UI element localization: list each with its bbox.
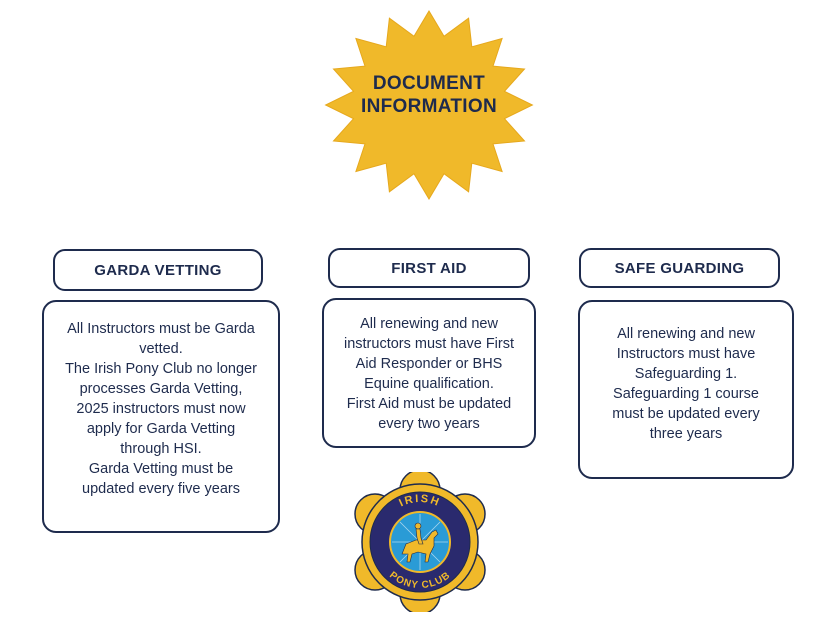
garda-line: The Irish Pony Club no longer	[65, 361, 257, 377]
first-aid-line: First Aid must be updated	[346, 396, 512, 412]
safe-guarding-line: must be updated every	[612, 406, 760, 422]
garda-line: updated every five years	[82, 481, 240, 497]
garda-vetting-box	[42, 300, 280, 533]
document-information-title	[318, 72, 540, 118]
first-aid-line: Aid Responder or BHS	[355, 356, 503, 372]
garda-line: 2025 instructors must now	[76, 401, 246, 417]
logo-text-bottom: PONY CLUB	[387, 569, 453, 592]
garda-vetting-heading-text: GARDA VETTING	[94, 261, 222, 279]
safe-guarding-box	[578, 300, 794, 479]
garda-line: processes Garda Vetting,	[79, 381, 243, 397]
safe-guarding-heading-text: SAFE GUARDING	[614, 259, 745, 277]
title-line-1: DOCUMENT	[372, 73, 486, 94]
logo-text-top: IRISH	[397, 492, 443, 510]
safe-guarding-heading	[579, 248, 780, 288]
first-aid-line: All renewing and new	[360, 316, 498, 332]
garda-line: through HSI.	[120, 441, 202, 457]
first-aid-heading	[328, 248, 530, 288]
garda-line: apply for Garda Vetting	[86, 421, 236, 437]
safe-guarding-line: Safeguarding 1.	[634, 366, 738, 382]
title-line-2: INFORMATION	[361, 96, 497, 117]
garda-line: Garda Vetting must be	[88, 461, 234, 477]
garda-line: vetted.	[139, 341, 183, 357]
safe-guarding-line: Safeguarding 1 course	[613, 386, 759, 402]
first-aid-line: Equine qualification.	[364, 376, 494, 392]
irish-pony-club-logo	[350, 472, 490, 612]
first-aid-line: every two years	[378, 416, 480, 432]
first-aid-box	[322, 298, 536, 448]
first-aid-line: instructors must have First	[343, 336, 514, 352]
first-aid-heading-text: FIRST AID	[391, 259, 467, 277]
garda-vetting-heading	[53, 249, 263, 291]
safe-guarding-line: All renewing and new	[617, 326, 755, 342]
safe-guarding-line: Instructors must have	[616, 346, 756, 362]
garda-line: All Instructors must be Garda	[67, 321, 255, 337]
safe-guarding-line: three years	[649, 426, 723, 442]
